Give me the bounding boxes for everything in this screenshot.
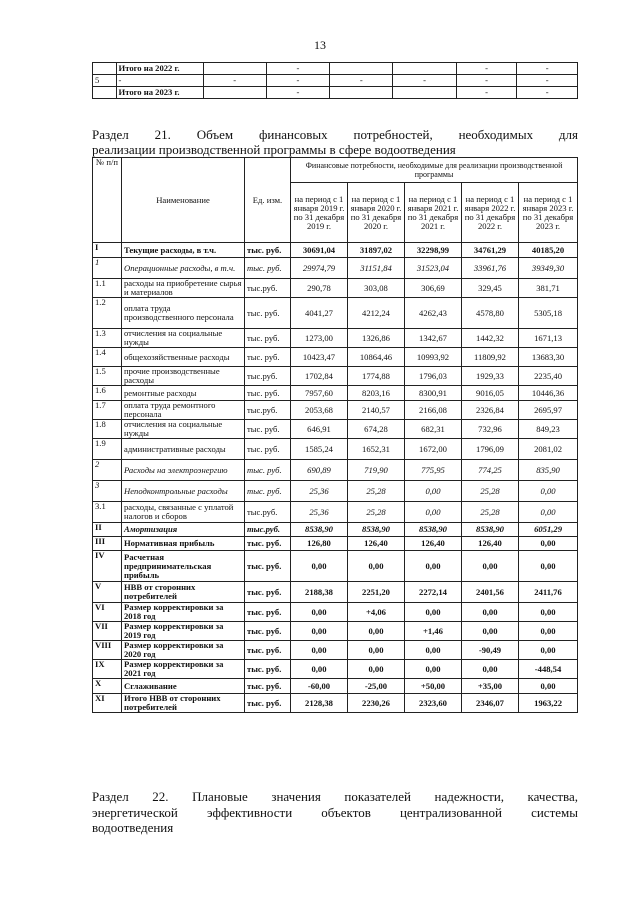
row-unit: тыс. руб. bbox=[245, 694, 291, 713]
row-num: III bbox=[93, 537, 122, 551]
row-value: 1929,33 bbox=[462, 367, 519, 386]
row-value: 4262,43 bbox=[405, 298, 462, 329]
row-num: 1.9 bbox=[93, 439, 122, 460]
row-name: Размер корректировки за 2020 год bbox=[122, 641, 245, 660]
row-unit: тыс. руб. bbox=[245, 386, 291, 401]
row-value: 39349,30 bbox=[519, 258, 578, 279]
row-value: 2128,38 bbox=[291, 694, 348, 713]
row-unit: тыс. руб. bbox=[245, 679, 291, 694]
row-value: 1585,24 bbox=[291, 439, 348, 460]
row-value: 1652,31 bbox=[348, 439, 405, 460]
row-value: 2411,76 bbox=[519, 582, 578, 603]
top-row-cell bbox=[330, 87, 393, 99]
header-period: на период с 1 января 2019 г. по 31 декабря 2019 г. bbox=[291, 183, 348, 243]
row-value: 126,80 bbox=[291, 537, 348, 551]
row-value: 7957,60 bbox=[291, 386, 348, 401]
row-name: общехозяйственные расходы bbox=[122, 348, 245, 367]
row-value: 0,00 bbox=[405, 660, 462, 679]
row-value: 0,00 bbox=[519, 502, 578, 523]
row-value: -90,49 bbox=[462, 641, 519, 660]
top-row-cell: - bbox=[517, 75, 578, 87]
row-value: 1774,88 bbox=[348, 367, 405, 386]
row-num: 3 bbox=[93, 481, 122, 502]
section-21-line2: реализации производственной программы в сфере водоотведения bbox=[92, 142, 456, 157]
row-name: Операционные расходы, в т.ч. bbox=[122, 258, 245, 279]
table-row bbox=[93, 582, 578, 603]
row-name: отчисления на социальные нужды bbox=[122, 329, 245, 348]
top-row-name: Итого на 2022 г. bbox=[116, 63, 203, 75]
table-row bbox=[93, 279, 578, 298]
row-value: 0,00 bbox=[462, 660, 519, 679]
row-value: 25,28 bbox=[348, 502, 405, 523]
row-value: 29974,79 bbox=[291, 258, 348, 279]
row-value: 0,00 bbox=[519, 551, 578, 582]
row-value: -60,00 bbox=[291, 679, 348, 694]
row-name: НВВ от сторонних потребителей bbox=[122, 582, 245, 603]
row-unit: тыс.руб. bbox=[245, 367, 291, 386]
row-name: Размер корректировки за 2021 год bbox=[122, 660, 245, 679]
row-num: 1.4 bbox=[93, 348, 122, 367]
row-unit: тыс.руб. bbox=[245, 401, 291, 420]
row-value: 682,31 bbox=[405, 420, 462, 439]
row-value: +1,46 bbox=[405, 622, 462, 641]
row-num: X bbox=[93, 679, 122, 694]
row-unit: тыс. руб. bbox=[245, 660, 291, 679]
row-value: 25,36 bbox=[291, 481, 348, 502]
row-value: 1702,84 bbox=[291, 367, 348, 386]
row-value: 2140,57 bbox=[348, 401, 405, 420]
row-name: прочие производственные расходы bbox=[122, 367, 245, 386]
row-value: 2323,60 bbox=[405, 694, 462, 713]
row-value: 329,45 bbox=[462, 279, 519, 298]
top-row-num: 5 bbox=[93, 75, 117, 87]
row-value: 126,40 bbox=[348, 537, 405, 551]
top-row-cell: - bbox=[203, 75, 266, 87]
top-table-row bbox=[93, 75, 578, 87]
row-value: 1442,32 bbox=[462, 329, 519, 348]
row-num: VII bbox=[93, 622, 122, 641]
table-row bbox=[93, 298, 578, 329]
row-unit: тыс.руб. bbox=[245, 502, 291, 523]
page-number: 13 bbox=[314, 38, 326, 52]
row-value: 10993,92 bbox=[405, 348, 462, 367]
top-row-cell bbox=[393, 87, 456, 99]
row-value: 835,90 bbox=[519, 460, 578, 481]
row-value: 1326,86 bbox=[348, 329, 405, 348]
table-row bbox=[93, 348, 578, 367]
row-unit: тыс. руб. bbox=[245, 622, 291, 641]
row-value: 10423,47 bbox=[291, 348, 348, 367]
row-value: 0,00 bbox=[405, 502, 462, 523]
row-value: 40185,20 bbox=[519, 243, 578, 258]
row-value: 8538,90 bbox=[405, 523, 462, 537]
row-num: VI bbox=[93, 603, 122, 622]
row-unit: тыс. руб. bbox=[245, 420, 291, 439]
top-row-cell: - bbox=[393, 75, 456, 87]
table-row bbox=[93, 603, 578, 622]
table-row bbox=[93, 537, 578, 551]
table-row bbox=[93, 694, 578, 713]
row-value: 0,00 bbox=[405, 481, 462, 502]
row-value: 10864,46 bbox=[348, 348, 405, 367]
row-value: 0,00 bbox=[405, 551, 462, 582]
row-unit: тыс. руб. bbox=[245, 258, 291, 279]
row-value: 34761,29 bbox=[462, 243, 519, 258]
row-value: 8538,90 bbox=[348, 523, 405, 537]
row-value: 9016,05 bbox=[462, 386, 519, 401]
row-value: 381,71 bbox=[519, 279, 578, 298]
row-value: 10446,36 bbox=[519, 386, 578, 401]
row-value: -25,00 bbox=[348, 679, 405, 694]
row-value: 306,69 bbox=[405, 279, 462, 298]
row-value: 25,28 bbox=[462, 481, 519, 502]
row-value: 0,00 bbox=[291, 551, 348, 582]
row-value: 126,40 bbox=[405, 537, 462, 551]
row-value: 1273,00 bbox=[291, 329, 348, 348]
row-value: +4,06 bbox=[348, 603, 405, 622]
row-unit: тыс. руб. bbox=[245, 537, 291, 551]
table-row bbox=[93, 258, 578, 279]
table-row bbox=[93, 481, 578, 502]
row-name: Сглаживание bbox=[122, 679, 245, 694]
row-num: 2 bbox=[93, 460, 122, 481]
row-value: 0,00 bbox=[348, 622, 405, 641]
row-unit: тыс. руб. bbox=[245, 348, 291, 367]
row-value: 849,23 bbox=[519, 420, 578, 439]
row-value: 126,40 bbox=[462, 537, 519, 551]
row-num: 1 bbox=[93, 258, 122, 279]
top-row-cell bbox=[330, 63, 393, 75]
row-value: 0,00 bbox=[291, 603, 348, 622]
row-name: расходы на приобретение сырья и материалов bbox=[122, 279, 245, 298]
top-row-cell: - bbox=[517, 87, 578, 99]
row-value: 32298,99 bbox=[405, 243, 462, 258]
header-group: Финансовые потребности, необходимые для реализации производственной программы bbox=[291, 158, 578, 183]
row-name: ремонтные расходы bbox=[122, 386, 245, 401]
row-value: 8203,16 bbox=[348, 386, 405, 401]
row-unit: тыс. руб. bbox=[245, 243, 291, 258]
row-unit: тыс. руб. bbox=[245, 329, 291, 348]
table-row bbox=[93, 523, 578, 537]
row-num: 1.5 bbox=[93, 367, 122, 386]
row-value: 0,00 bbox=[462, 603, 519, 622]
row-num: IV bbox=[93, 551, 122, 582]
top-row-cell: - bbox=[456, 87, 517, 99]
row-unit: тыс. руб. bbox=[245, 298, 291, 329]
row-value: 775,95 bbox=[405, 460, 462, 481]
row-name: Расходы на электроэнергию bbox=[122, 460, 245, 481]
table-row bbox=[93, 367, 578, 386]
row-value: 0,00 bbox=[519, 603, 578, 622]
row-num: 1.7 bbox=[93, 401, 122, 420]
row-value: 0,00 bbox=[291, 660, 348, 679]
row-num: 1.6 bbox=[93, 386, 122, 401]
row-num: II bbox=[93, 523, 122, 537]
row-value: 1671,13 bbox=[519, 329, 578, 348]
header-num: № п/п bbox=[93, 158, 122, 243]
row-num: 1.3 bbox=[93, 329, 122, 348]
row-num: IX bbox=[93, 660, 122, 679]
row-value: 0,00 bbox=[519, 679, 578, 694]
row-value: 8300,91 bbox=[405, 386, 462, 401]
row-value: 0,00 bbox=[348, 551, 405, 582]
row-name: Расчетная предпринимательская прибыль bbox=[122, 551, 245, 582]
row-num: 1.1 bbox=[93, 279, 122, 298]
row-value: 674,28 bbox=[348, 420, 405, 439]
table-row bbox=[93, 401, 578, 420]
top-row-cell bbox=[203, 63, 266, 75]
row-value: 33961,76 bbox=[462, 258, 519, 279]
row-value: 13683,30 bbox=[519, 348, 578, 367]
row-value: 5305,18 bbox=[519, 298, 578, 329]
row-value: 1342,67 bbox=[405, 329, 462, 348]
row-value: 25,36 bbox=[291, 502, 348, 523]
row-value: 0,00 bbox=[291, 641, 348, 660]
row-value: 0,00 bbox=[462, 622, 519, 641]
row-value: 6051,29 bbox=[519, 523, 578, 537]
row-value: 4212,24 bbox=[348, 298, 405, 329]
row-value: 2346,07 bbox=[462, 694, 519, 713]
row-value: 0,00 bbox=[519, 622, 578, 641]
section-22-line1: Раздел 22. Плановые значения показателей надежности, качества, bbox=[92, 789, 578, 804]
table-row bbox=[93, 502, 578, 523]
section-22-heading-line1 bbox=[92, 790, 578, 803]
row-value: 0,00 bbox=[291, 622, 348, 641]
top-table-row bbox=[93, 63, 578, 75]
row-value: +50,00 bbox=[405, 679, 462, 694]
row-value: 774,25 bbox=[462, 460, 519, 481]
row-value: 4578,80 bbox=[462, 298, 519, 329]
table-row bbox=[93, 439, 578, 460]
top-row-cell: - bbox=[266, 75, 329, 87]
row-value: 31523,04 bbox=[405, 258, 462, 279]
row-value: 0,00 bbox=[348, 660, 405, 679]
top-row-cell: - bbox=[517, 63, 578, 75]
row-unit: тыс. руб. bbox=[245, 603, 291, 622]
previous-table-fragment bbox=[92, 62, 578, 99]
row-num: 3.1 bbox=[93, 502, 122, 523]
top-row-cell: - bbox=[266, 63, 329, 75]
row-num: V bbox=[93, 582, 122, 603]
row-num: XI bbox=[93, 694, 122, 713]
row-value: 25,28 bbox=[462, 502, 519, 523]
row-value: 690,89 bbox=[291, 460, 348, 481]
row-value: 290,78 bbox=[291, 279, 348, 298]
row-unit: тыс.руб. bbox=[245, 279, 291, 298]
row-name: Итого НВВ от сторонних потребителей bbox=[122, 694, 245, 713]
row-value: 1796,09 bbox=[462, 439, 519, 460]
row-value: 2326,84 bbox=[462, 401, 519, 420]
section-22-line3: водоотведения bbox=[92, 820, 174, 835]
table-row bbox=[93, 679, 578, 694]
row-value: 0,00 bbox=[405, 603, 462, 622]
section-21-line1: Раздел 21. Объем финансовых потребностей, необходимых для bbox=[92, 127, 578, 142]
table-row bbox=[93, 386, 578, 401]
table-row bbox=[93, 641, 578, 660]
row-value: 1672,00 bbox=[405, 439, 462, 460]
row-value: 646,91 bbox=[291, 420, 348, 439]
row-value: 2166,08 bbox=[405, 401, 462, 420]
row-value: 0,00 bbox=[348, 641, 405, 660]
top-table-row bbox=[93, 87, 578, 99]
row-value: 2230,26 bbox=[348, 694, 405, 713]
row-value: 31151,84 bbox=[348, 258, 405, 279]
row-value: 0,00 bbox=[405, 641, 462, 660]
row-value: 2401,56 bbox=[462, 582, 519, 603]
top-row-num bbox=[93, 87, 117, 99]
row-name: Неподконтрольные расходы bbox=[122, 481, 245, 502]
row-value: +35,00 bbox=[462, 679, 519, 694]
header-period: на период с 1 января 2021 г. по 31 декабря 2021 г. bbox=[405, 183, 462, 243]
row-value: 2272,14 bbox=[405, 582, 462, 603]
top-row-num bbox=[93, 63, 117, 75]
row-name: административные расходы bbox=[122, 439, 245, 460]
row-unit: тыс. руб. bbox=[245, 641, 291, 660]
row-unit: тыс. руб. bbox=[245, 481, 291, 502]
row-value: 0,00 bbox=[519, 537, 578, 551]
table-row bbox=[93, 460, 578, 481]
row-num: VIII bbox=[93, 641, 122, 660]
table-row bbox=[93, 551, 578, 582]
section-22-heading-line2 bbox=[92, 806, 578, 819]
row-num: 1.8 bbox=[93, 420, 122, 439]
row-name: Текущие расходы, в т.ч. bbox=[122, 243, 245, 258]
section-22-heading-line3 bbox=[92, 821, 578, 834]
row-value: 8538,90 bbox=[462, 523, 519, 537]
row-unit: тыс. руб. bbox=[245, 439, 291, 460]
table-row bbox=[93, 329, 578, 348]
row-value: 0,00 bbox=[519, 481, 578, 502]
row-value: 2235,40 bbox=[519, 367, 578, 386]
row-name: отчисления на социальные нужды bbox=[122, 420, 245, 439]
row-value: 31897,02 bbox=[348, 243, 405, 258]
row-name: Размер корректировки за 2018 год bbox=[122, 603, 245, 622]
row-unit: тыс. руб. bbox=[245, 582, 291, 603]
row-value: 0,00 bbox=[519, 641, 578, 660]
table-row bbox=[93, 660, 578, 679]
top-row-name: Итого на 2023 г. bbox=[116, 87, 203, 99]
header-period: на период с 1 января 2022 г. по 31 декабря 2022 г. bbox=[462, 183, 519, 243]
row-name: Амортизация bbox=[122, 523, 245, 537]
section-21-heading-line2 bbox=[92, 143, 578, 156]
top-row-cell: - bbox=[456, 63, 517, 75]
header-period: на период с 1 января 2023 г. по 31 декабря 2023 г. bbox=[519, 183, 578, 243]
row-name: Размер корректировки за 2019 год bbox=[122, 622, 245, 641]
row-value: 2053,68 bbox=[291, 401, 348, 420]
top-row-cell: - bbox=[456, 75, 517, 87]
row-num: I bbox=[93, 243, 122, 258]
row-unit: тыс. руб. bbox=[245, 460, 291, 481]
row-value: 2251,20 bbox=[348, 582, 405, 603]
top-row-cell: - bbox=[266, 87, 329, 99]
header-period: на период с 1 января 2020 г. по 31 декабря 2020 г. bbox=[348, 183, 405, 243]
row-value: 732,96 bbox=[462, 420, 519, 439]
header-name: Наименование bbox=[122, 158, 245, 243]
top-row-cell bbox=[393, 63, 456, 75]
row-name: оплата труда ремонтного персонала bbox=[122, 401, 245, 420]
row-value: 0,00 bbox=[462, 551, 519, 582]
row-value: 25,28 bbox=[348, 481, 405, 502]
top-row-cell: - bbox=[330, 75, 393, 87]
row-unit: тыс. руб. bbox=[245, 551, 291, 582]
row-value: 2188,38 bbox=[291, 582, 348, 603]
row-name: расходы, связанные с уплатой налогов и сборов bbox=[122, 502, 245, 523]
row-value: 303,08 bbox=[348, 279, 405, 298]
top-row-name: - bbox=[116, 75, 203, 87]
table-row bbox=[93, 622, 578, 641]
row-value: 2695,97 bbox=[519, 401, 578, 420]
row-value: 719,90 bbox=[348, 460, 405, 481]
section-21-heading-line1 bbox=[92, 128, 578, 141]
row-value: 4041,27 bbox=[291, 298, 348, 329]
table-row bbox=[93, 420, 578, 439]
row-unit: тыс.руб. bbox=[245, 523, 291, 537]
header-unit: Ед. изм. bbox=[245, 158, 291, 243]
row-name: Нормативная прибыль bbox=[122, 537, 245, 551]
table-row bbox=[93, 243, 578, 258]
row-value: 8538,90 bbox=[291, 523, 348, 537]
row-value: 11809,92 bbox=[462, 348, 519, 367]
row-value: 1963,22 bbox=[519, 694, 578, 713]
row-num: 1.2 bbox=[93, 298, 122, 329]
row-value: 2081,02 bbox=[519, 439, 578, 460]
row-name: оплата труда производственного персонала bbox=[122, 298, 245, 329]
top-row-cell bbox=[203, 87, 266, 99]
row-value: -448,54 bbox=[519, 660, 578, 679]
financial-needs-table bbox=[92, 157, 578, 713]
row-value: 30691,04 bbox=[291, 243, 348, 258]
row-value: 1796,03 bbox=[405, 367, 462, 386]
section-22-line2: энергетической эффективности объектов централизованной системы bbox=[92, 805, 578, 820]
